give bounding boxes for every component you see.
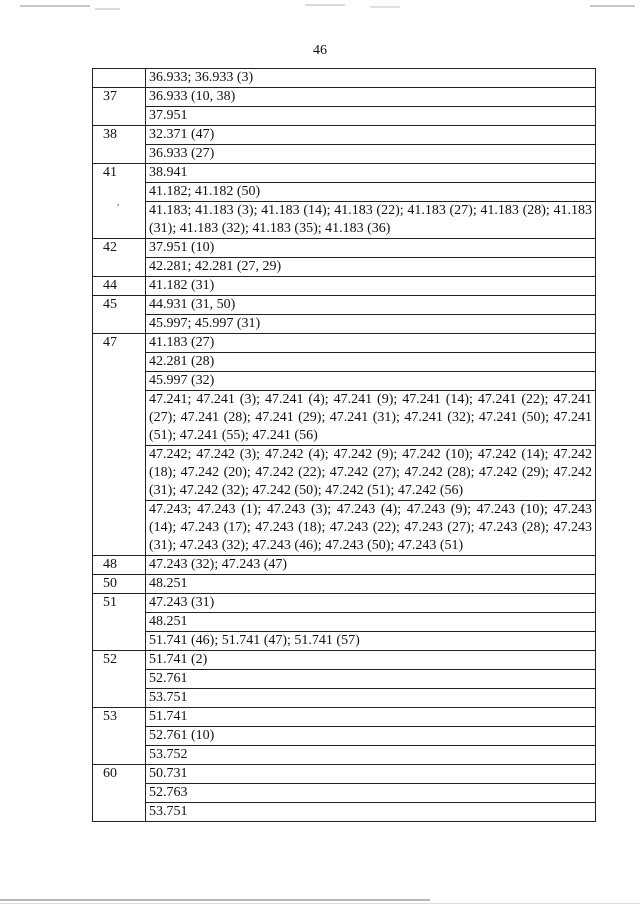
table-row xyxy=(93,689,596,708)
value-cell: 53.751 xyxy=(146,689,596,708)
value-cell: 47.243 (32); 47.243 (47) xyxy=(146,556,596,575)
code-cell xyxy=(93,613,146,632)
value-cell: 48.251 xyxy=(146,613,596,632)
value-cell: 45.997; 45.997 (31) xyxy=(146,315,596,334)
code-cell: 47 xyxy=(93,334,146,353)
value-cell: 42.281; 42.281 (27, 29) xyxy=(146,258,596,277)
code-table-body xyxy=(93,69,596,822)
value-cell: 47.242; 47.242 (3); 47.242 (4); 47.242 (9); 47.242 (10); 47.242 (14); 47.242 (18); 47.242 (20); 47.242 (22); 47.242 (27); 47.242 (28); 47.242 (29); 47.242 (31); 47.242 (32); 47.242 (50); 47.242 (51); 47.242 (56) xyxy=(146,446,596,501)
value-cell: 32.371 (47) xyxy=(146,126,596,145)
value-cell: 45.997 (32) xyxy=(146,372,596,391)
table-row xyxy=(93,145,596,164)
table-row xyxy=(93,784,596,803)
value-cell: 47.241; 47.241 (3); 47.241 (4); 47.241 (9); 47.241 (14); 47.241 (22); 47.241 (27); 47.241 (28); 47.241 (29); 47.241 (31); 47.241 (32); 47.241 (50); 47.241 (51); 47.241 (55); 47.241 (56) xyxy=(146,391,596,446)
table-row xyxy=(93,202,596,239)
table-row xyxy=(93,746,596,765)
table-row xyxy=(93,575,596,594)
value-cell: 52.763 xyxy=(146,784,596,803)
table-row xyxy=(93,88,596,107)
table-row xyxy=(93,315,596,334)
code-cell xyxy=(93,353,146,372)
code-cell: 50 xyxy=(93,575,146,594)
code-cell xyxy=(93,727,146,746)
value-cell: 41.183 (27) xyxy=(146,334,596,353)
code-cell xyxy=(93,258,146,277)
table-row xyxy=(93,391,596,446)
code-cell xyxy=(93,372,146,391)
table-row xyxy=(93,651,596,670)
value-cell: 36.933 (10, 38) xyxy=(146,88,596,107)
code-cell: 37 xyxy=(93,88,146,107)
table-row xyxy=(93,372,596,391)
code-cell: 51 xyxy=(93,594,146,613)
code-table xyxy=(92,68,595,822)
code-cell: 38 xyxy=(93,126,146,145)
code-cell xyxy=(93,501,146,556)
table-row xyxy=(93,126,596,145)
code-cell xyxy=(93,145,146,164)
value-cell: 37.951 (10) xyxy=(146,239,596,258)
table-row xyxy=(93,334,596,353)
code-cell xyxy=(93,446,146,501)
value-cell: 44.931 (31, 50) xyxy=(146,296,596,315)
value-cell: 51.741 (46); 51.741 (47); 51.741 (57) xyxy=(146,632,596,651)
scan-artifact-top xyxy=(0,0,640,14)
table-row xyxy=(93,613,596,632)
code-cell xyxy=(93,784,146,803)
value-cell: 41.183; 41.183 (3); 41.183 (14); 41.183 (22); 41.183 (27); 41.183 (28); 41.183 (31); 41.183 (32); 41.183 (35); 41.183 (36) xyxy=(146,202,596,239)
value-cell: 47.243; 47.243 (1); 47.243 (3); 47.243 (4); 47.243 (9); 47.243 (10); 47.243 (14); 47.243 (17); 47.243 (18); 47.243 (22); 47.243 (27); 47.243 (28); 47.243 (31); 47.243 (32); 47.243 (46); 47.243 (50); 47.243 (51) xyxy=(146,501,596,556)
table-row xyxy=(93,69,596,88)
code-cell xyxy=(93,315,146,334)
table-row xyxy=(93,239,596,258)
table-row xyxy=(93,594,596,613)
table-row xyxy=(93,501,596,556)
table-row xyxy=(93,446,596,501)
code-cell: 41 xyxy=(93,164,146,183)
table-row xyxy=(93,765,596,784)
value-cell: 48.251 xyxy=(146,575,596,594)
code-cell: 42 xyxy=(93,239,146,258)
value-cell: 50.731 xyxy=(146,765,596,784)
code-cell xyxy=(93,632,146,651)
table-row xyxy=(93,632,596,651)
code-cell xyxy=(93,689,146,708)
code-cell xyxy=(93,391,146,446)
value-cell: 38.941 xyxy=(146,164,596,183)
value-cell: 51.741 (2) xyxy=(146,651,596,670)
value-cell: 47.243 (31) xyxy=(146,594,596,613)
value-cell: 42.281 (28) xyxy=(146,353,596,372)
value-cell: 41.182 (31) xyxy=(146,277,596,296)
scan-speck: , xyxy=(117,197,120,208)
table-row xyxy=(93,183,596,202)
code-cell xyxy=(93,69,146,88)
code-cell: 44 xyxy=(93,277,146,296)
code-cell: 53 xyxy=(93,708,146,727)
table-row xyxy=(93,277,596,296)
scan-artifact-bottom xyxy=(0,897,640,905)
table-row xyxy=(93,670,596,689)
value-cell: 53.751 xyxy=(146,803,596,822)
code-cell xyxy=(93,746,146,765)
value-cell: 37.951 xyxy=(146,107,596,126)
table-row xyxy=(93,164,596,183)
code-cell: 45 xyxy=(93,296,146,315)
table-row xyxy=(93,296,596,315)
code-cell: 48 xyxy=(93,556,146,575)
value-cell: 53.752 xyxy=(146,746,596,765)
value-cell: 51.741 xyxy=(146,708,596,727)
code-cell xyxy=(93,803,146,822)
table-row xyxy=(93,556,596,575)
table-row xyxy=(93,803,596,822)
table-row xyxy=(93,353,596,372)
code-cell xyxy=(93,107,146,126)
table-row xyxy=(93,727,596,746)
code-cell xyxy=(93,670,146,689)
code-cell: 52 xyxy=(93,651,146,670)
table-row xyxy=(93,107,596,126)
value-cell: 41.182; 41.182 (50) xyxy=(146,183,596,202)
value-cell: 36.933; 36.933 (3) xyxy=(146,69,596,88)
page-number: 46 xyxy=(313,43,327,58)
value-cell: 52.761 (10) xyxy=(146,727,596,746)
table-row xyxy=(93,258,596,277)
value-cell: 52.761 xyxy=(146,670,596,689)
table-row xyxy=(93,708,596,727)
code-cell: 60 xyxy=(93,765,146,784)
value-cell: 36.933 (27) xyxy=(146,145,596,164)
